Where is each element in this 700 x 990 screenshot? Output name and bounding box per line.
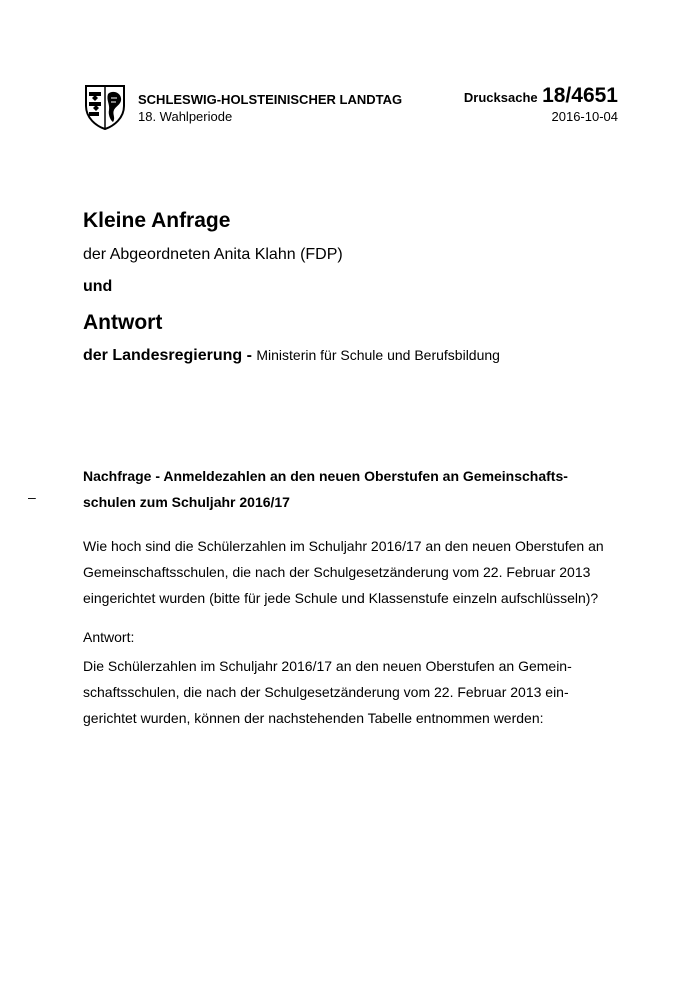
question-line: Wie hoch sind die Schülerzahlen im Schuljahr 2016/17 an den neuen Oberstufen an [83,538,604,554]
drucksache-number: 18/4651 [542,84,618,107]
member-line: der Abgeordneten Anita Klahn (FDP) [83,246,343,263]
question-line: Gemeinschaftsschulen, die nach der Schulgesetzänderung vom 22. Februar 2013 [83,564,591,580]
question-text [83,533,604,611]
subject-line: Nachfrage - Anmeldezahlen an den neuen Oberstufen an Gemeinschafts- [83,468,568,484]
drucksache-label: Drucksache [463,90,538,105]
document-date: 2016-10-04 [551,109,618,124]
subject-heading [83,463,603,515]
coat-of-arms-icon [84,84,126,130]
answer-text [83,653,572,731]
answer-line: Die Schülerzahlen im Schuljahr 2016/17 an den neuen Oberstufen an Gemein- [83,658,572,674]
parliament-name: SCHLESWIG-HOLSTEINISCHER LANDTAG [138,92,403,107]
und-line: und [83,278,113,295]
answer-line: schaftsschulen, die nach der Schulgesetzänderung vom 22. Februar 2013 ein- [83,684,569,700]
drucksache-label-group [464,84,618,108]
landesregierung-line [83,347,500,365]
ministry-name: Ministerin für Schule und Berufsbildung [256,347,500,363]
answer-label: Antwort: [83,629,135,645]
kleine-anfrage-heading: Kleine Anfrage [83,209,231,232]
landesregierung-label: der Landesregierung - [83,347,252,364]
margin-mark: – [28,489,36,505]
subject-line: schulen zum Schuljahr 2016/17 [83,494,290,510]
answer-line: gerichtet wurden, können der nachstehenden Tabelle entnommen werden: [83,710,544,726]
question-line: eingerichtet wurden (bitte für jede Schule und Klassenstufe einzeln aufschlüsseln)? [83,590,599,606]
antwort-heading: Antwort [83,311,163,334]
election-period: 18. Wahlperiode [138,109,233,124]
